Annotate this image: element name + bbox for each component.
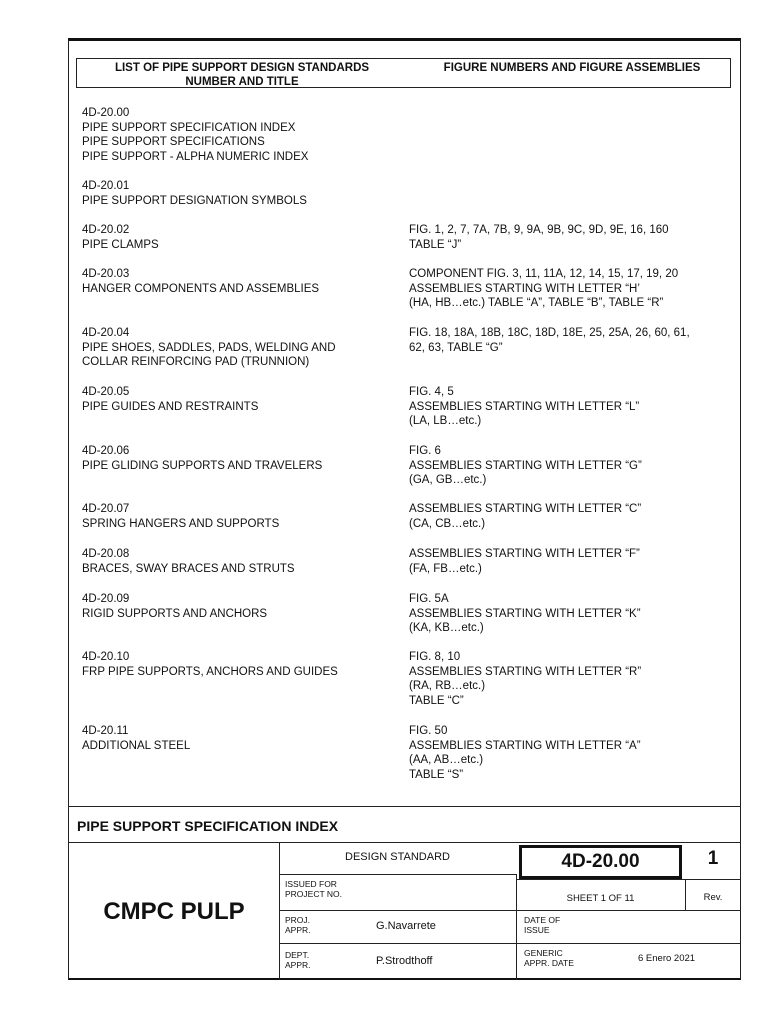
- standard-title-line: COLLAR REINFORCING PAD (TRUNNION): [82, 356, 310, 368]
- standard-title-line: PIPE CLAMPS: [82, 238, 159, 251]
- figure-line: FIG. 6: [409, 445, 441, 457]
- header-left: LIST OF PIPE SUPPORT DESIGN STANDARDS NUMBER AND TITLE: [114, 62, 370, 88]
- date-of-issue-label: DATE OF ISSUE: [524, 915, 561, 935]
- figure-line: ASSEMBLIES STARTING WITH LETTER “H’: [409, 282, 640, 295]
- generic-appr-date-label: GENERIC APPR. DATE: [524, 948, 574, 968]
- standard-number-title: [82, 502, 382, 531]
- standard-number-title: [82, 547, 382, 576]
- figure-line: ASSEMBLIES STARTING WITH LETTER “C”: [409, 503, 642, 515]
- figure-assemblies: [409, 385, 739, 429]
- standard-number-title: [82, 385, 382, 414]
- figure-line: (KA, KB…etc.): [409, 622, 484, 634]
- standard-code: 4D-20.00: [82, 107, 130, 119]
- figure-line: FIG. 1, 2, 7, 7A, 7B, 9, 9A, 9B, 9C, 9D, 9E, 16, 160: [409, 224, 669, 236]
- standard-number-title: [82, 650, 382, 679]
- sheet-number: SHEET 1 OF 11: [566, 893, 635, 904]
- proj-appr-label: PROJ. APPR.: [285, 915, 311, 935]
- figure-assemblies: [409, 650, 739, 708]
- company-name: CMPC PULP: [103, 898, 245, 925]
- standard-number-title: [82, 444, 382, 473]
- standard-code: 4D-20.06: [82, 445, 130, 457]
- figure-assemblies: [409, 502, 739, 531]
- figure-line: FIG. 50: [409, 725, 448, 737]
- standard-number-title: [82, 724, 382, 753]
- standard-code: 4D-20.02: [82, 224, 130, 236]
- standard-title-line: BRACES, SWAY BRACES AND STRUTS: [82, 562, 295, 575]
- standard-title-line: PIPE SUPPORT SPECIFICATION INDEX: [82, 121, 296, 134]
- standard-title-line: SPRING HANGERS AND SUPPORTS: [82, 517, 280, 530]
- figure-assemblies: [409, 223, 739, 252]
- figure-line: 62, 63, TABLE “G”: [409, 341, 503, 354]
- dept-appr-name: P.Strodthoff: [376, 955, 433, 967]
- standard-code: 4D-20.09: [82, 593, 130, 605]
- figure-assemblies: [409, 267, 739, 311]
- standard-code: 4D-20.08: [82, 548, 130, 560]
- standard-number-title: [82, 592, 382, 621]
- design-standard-label: DESIGN STANDARD: [345, 851, 450, 863]
- figure-line: ASSEMBLIES STARTING WITH LETTER “K”: [409, 607, 641, 620]
- figure-line: TABLE “C”: [409, 694, 464, 707]
- issued-for-label: ISSUED FOR PROJECT NO.: [285, 879, 342, 899]
- figure-line: ASSEMBLIES STARTING WITH LETTER “R”: [409, 665, 642, 678]
- figure-line: FIG. 8, 10: [409, 651, 461, 663]
- figure-assemblies: [409, 326, 739, 355]
- standard-code: 4D-20.05: [82, 386, 130, 398]
- figure-line: (RA, RB…etc.): [409, 680, 486, 692]
- standard-title-line: FRP PIPE SUPPORTS, ANCHORS AND GUIDES: [82, 665, 338, 678]
- generic-appr-date: 6 Enero 2021: [638, 953, 696, 964]
- standard-title-line: ADDITIONAL STEEL: [82, 739, 191, 752]
- figure-line: TABLE “J”: [409, 238, 462, 251]
- standard-code: 4D-20.11: [82, 725, 129, 737]
- standard-code: 4D-20.03: [82, 268, 130, 280]
- standard-number-title: [82, 326, 382, 370]
- standard-code: 4D-20.01: [82, 180, 130, 192]
- standard-number-title: [82, 223, 382, 252]
- figure-line: ASSEMBLIES STARTING WITH LETTER “G”: [409, 459, 642, 472]
- header-right: FIGURE NUMBERS AND FIGURE ASSEMBLIES: [443, 62, 701, 74]
- figure-assemblies: [409, 592, 739, 636]
- figure-line: (LA, LB…etc.): [409, 415, 482, 427]
- standard-title-line: PIPE SUPPORT SPECIFICATIONS: [82, 136, 265, 148]
- figure-assemblies: [409, 547, 739, 576]
- figure-assemblies: [409, 724, 739, 782]
- figure-line: COMPONENT FIG. 3, 11, 11A, 12, 14, 15, 17, 19, 20: [409, 268, 679, 280]
- dept-appr-label: DEPT. APPR.: [285, 950, 311, 970]
- figure-line: FIG. 18, 18A, 18B, 18C, 18D, 18E, 25, 25A, 26, 60, 61,: [409, 327, 690, 339]
- figure-line: (CA, CB…etc.): [409, 517, 486, 530]
- standard-title-line: PIPE GUIDES AND RESTRAINTS: [82, 400, 259, 413]
- standard-number-title: [82, 106, 382, 164]
- standard-title-line: HANGER COMPONENTS AND ASSEMBLIES: [82, 282, 320, 295]
- standard-code: 4D-20.07: [82, 503, 130, 515]
- figure-line: (AA, AB…etc.): [409, 754, 484, 766]
- standard-title-line: PIPE SUPPORT - ALPHA NUMERIC INDEX: [82, 150, 309, 163]
- figure-line: (GA, GB…etc.): [409, 474, 487, 486]
- figure-line: ASSEMBLIES STARTING WITH LETTER “L”: [409, 400, 640, 413]
- figure-line: ASSEMBLIES STARTING WITH LETTER “A”: [409, 739, 641, 752]
- standard-title-line: PIPE GLIDING SUPPORTS AND TRAVELERS: [82, 459, 323, 472]
- proj-appr-name: G.Navarrete: [376, 920, 436, 932]
- title-bar: [68, 806, 741, 843]
- standard-code: 4D-20.10: [82, 651, 130, 663]
- standard-title-line: RIGID SUPPORTS AND ANCHORS: [82, 607, 268, 620]
- figure-line: FIG. 4, 5: [409, 386, 454, 398]
- standard-code: 4D-20.04: [82, 327, 130, 339]
- standard-title-line: PIPE SHOES, SADDLES, PADS, WELDING AND: [82, 341, 336, 354]
- figure-line: FIG. 5A: [409, 593, 449, 605]
- figure-line: TABLE “S”: [409, 768, 464, 781]
- standard-number-title: [82, 267, 382, 296]
- figure-assemblies: [409, 444, 739, 488]
- figure-line: ASSEMBLIES STARTING WITH LETTER “F”: [409, 548, 640, 560]
- standard-number: 4D-20.00: [519, 845, 682, 879]
- figure-line: (HA, HB…etc.) TABLE “A”, TABLE “B”, TABLE “R”: [409, 297, 664, 309]
- table-header: [76, 58, 731, 88]
- figure-line: (FA, FB…etc.): [409, 562, 482, 575]
- rev-label: Rev.: [703, 892, 723, 903]
- title-block: [68, 842, 741, 980]
- revision-number: 1: [707, 848, 719, 869]
- standard-number-title: [82, 179, 382, 208]
- document-title: PIPE SUPPORT SPECIFICATION INDEX: [77, 818, 339, 834]
- standard-title-line: PIPE SUPPORT DESIGNATION SYMBOLS: [82, 194, 307, 207]
